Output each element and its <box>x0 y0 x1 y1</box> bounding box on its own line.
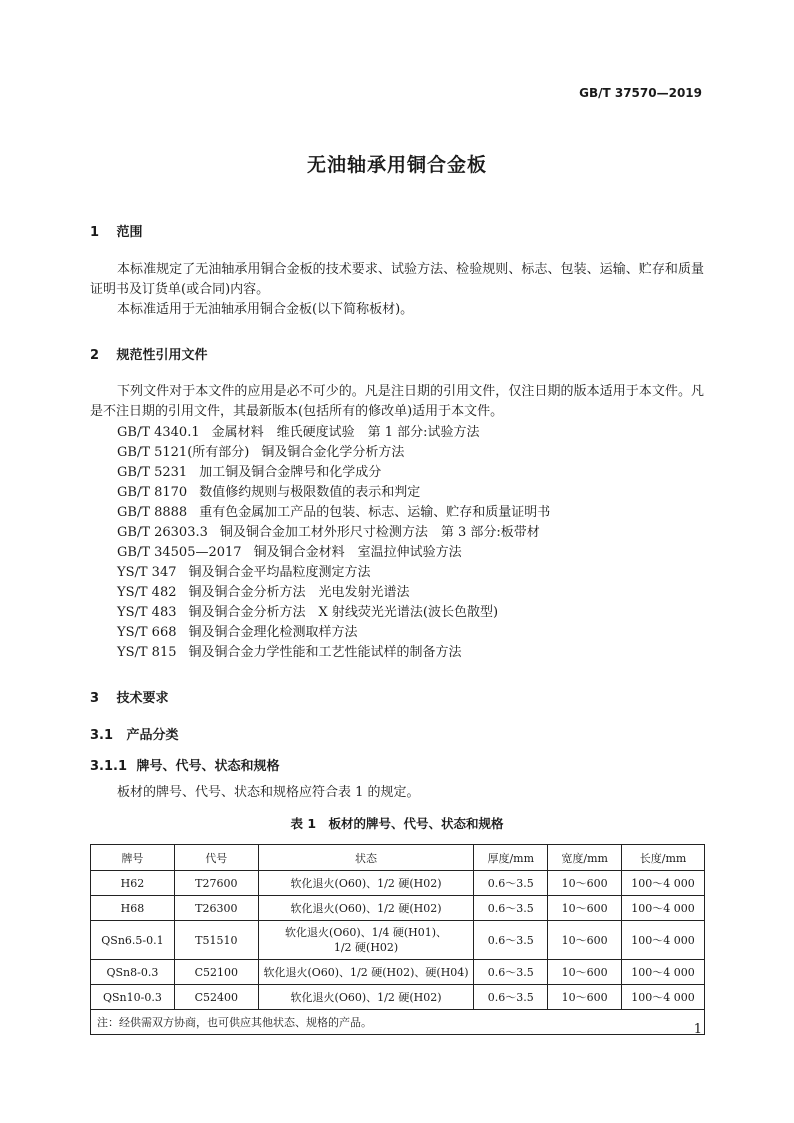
cell-width: 10～600 <box>548 921 622 960</box>
reference-title: 加工铜及铜合金牌号和化学成分 <box>199 465 382 480</box>
scope-text-2: 本标准适用于无油轴承用铜合金板(以下简称板材)。 <box>117 302 414 317</box>
scope-text-1: 本标准规定了无油轴承用铜合金板的技术要求、试验方法、检验规则、标志、包装、运输、贮存和质量证明书及订货单(或合同)内容。 <box>90 262 704 297</box>
cell-temper: 软化退火(O60)、1/4 硬(H01)、1/2 硬(H02) <box>258 921 474 960</box>
cell-code: T51510 <box>174 921 258 960</box>
reference-item <box>117 503 550 523</box>
reference-title: 铜及铜合金分析方法 光电发射光谱法 <box>188 585 410 600</box>
section-3-1-1-text <box>90 783 704 803</box>
cell-length: 100～4 000 <box>622 960 705 985</box>
scope-paragraph-2 <box>90 300 704 320</box>
table-row <box>91 871 705 896</box>
cell-temper: 软化退火(O60)、1/2 硬(H02)、硬(H04) <box>258 960 474 985</box>
page-number: 1 <box>693 1022 702 1037</box>
cell-thickness: 0.6～3.5 <box>474 921 548 960</box>
table-row <box>91 896 705 921</box>
header-width: 宽度/mm <box>548 845 622 871</box>
reference-title: 铜及铜合金化学分析方法 <box>261 445 405 460</box>
reference-title: 铜及铜合金平均晶粒度测定方法 <box>188 565 371 580</box>
reference-item <box>117 443 404 463</box>
cell-temper: 软化退火(O60)、1/2 硬(H02) <box>258 871 474 896</box>
section-2-heading <box>90 344 208 363</box>
section-title: 规范性引用文件 <box>116 348 208 363</box>
reference-item <box>117 483 420 503</box>
references-intro-text: 下列文件对于本文件的应用是必不可少的。凡是注日期的引用文件，仅注日期的版本适用于本文件。凡是不注日期的引用文件，其最新版本(包括所有的修改单)适用于本文件。 <box>90 384 704 419</box>
cell-temper: 软化退火(O60)、1/2 硬(H02) <box>258 896 474 921</box>
header-length: 长度/mm <box>622 845 705 871</box>
reference-item <box>117 543 462 563</box>
reference-title: 铜及铜合金分析方法 X 射线荧光光谱法(波长色散型) <box>188 605 499 620</box>
reference-title: 铜及铜合金材料 室温拉伸试验方法 <box>253 545 462 560</box>
reference-code: GB/T 4340.1 <box>117 425 200 440</box>
cell-width: 10～600 <box>548 960 622 985</box>
reference-code: YS/T 668 <box>117 625 177 640</box>
cell-length: 100～4 000 <box>622 985 705 1010</box>
cell-grade: QSn6.5-0.1 <box>91 921 175 960</box>
section-3-1-heading <box>90 724 179 743</box>
section-1-heading <box>90 221 143 240</box>
reference-item <box>117 463 381 483</box>
section-title: 牌号、代号、状态和规格 <box>136 759 280 774</box>
document-title: 无油轴承用铜合金板 <box>306 154 487 176</box>
section-title: 范围 <box>116 225 143 240</box>
cell-thickness: 0.6～3.5 <box>474 985 548 1010</box>
table-note: 注：经供需双方协商，也可供应其他状态、规格的产品。 <box>91 1010 705 1035</box>
section-number: 3.1 <box>90 728 114 743</box>
cell-thickness: 0.6～3.5 <box>474 896 548 921</box>
cell-grade: H62 <box>91 871 175 896</box>
reference-code: YS/T 482 <box>117 585 177 600</box>
reference-title: 重有色金属加工产品的包装、标志、运输、贮存和质量证明书 <box>199 505 551 520</box>
reference-title: 铜及铜合金理化检测取样方法 <box>188 625 358 640</box>
reference-title: 数值修约规则与极限数值的表示和判定 <box>199 485 421 500</box>
table-row <box>91 921 705 960</box>
cell-length: 100～4 000 <box>622 921 705 960</box>
header-code: 代号 <box>174 845 258 871</box>
spec-table <box>90 844 705 1035</box>
reference-title: 铜及铜合金加工材外形尺寸检测方法 第 3 部分:板带材 <box>219 525 540 540</box>
cell-grade: QSn8-0.3 <box>91 960 175 985</box>
cell-code: C52400 <box>174 985 258 1010</box>
cell-code: T26300 <box>174 896 258 921</box>
cell-temper: 软化退火(O60)、1/2 硬(H02) <box>258 985 474 1010</box>
reference-code: YS/T 347 <box>117 565 177 580</box>
cell-thickness: 0.6～3.5 <box>474 960 548 985</box>
reference-item <box>117 603 498 623</box>
section-title: 产品分类 <box>126 728 179 743</box>
scope-paragraph-1 <box>90 260 704 300</box>
section-number: 2 <box>90 348 100 363</box>
reference-title: 铜及铜合金力学性能和工艺性能试样的制备方法 <box>188 645 462 660</box>
cell-length: 100～4 000 <box>622 896 705 921</box>
references-intro <box>90 382 704 422</box>
table-header-row <box>91 845 705 871</box>
reference-title: 金属材料 维氏硬度试验 第 1 部分:试验方法 <box>211 425 480 440</box>
table-row <box>91 960 705 985</box>
cell-grade: QSn10-0.3 <box>91 985 175 1010</box>
standard-number: GB/T 37570—2019 <box>579 86 702 100</box>
reference-code: GB/T 34505—2017 <box>117 545 242 560</box>
table-note-row <box>91 1010 705 1035</box>
table-caption: 表 1 板材的牌号、代号、状态和规格 <box>290 816 504 831</box>
cell-width: 10～600 <box>548 871 622 896</box>
header-thickness: 厚度/mm <box>474 845 548 871</box>
cell-thickness: 0.6～3.5 <box>474 871 548 896</box>
cell-code: T27600 <box>174 871 258 896</box>
clause-text: 板材的牌号、代号、状态和规格应符合表 1 的规定。 <box>117 785 420 800</box>
section-number: 3 <box>90 691 100 706</box>
reference-code: GB/T 5231 <box>117 465 188 480</box>
reference-code: GB/T 8888 <box>117 505 188 520</box>
cell-width: 10～600 <box>548 896 622 921</box>
cell-length: 100～4 000 <box>622 871 705 896</box>
cell-grade: H68 <box>91 896 175 921</box>
reference-item <box>117 623 358 643</box>
header-grade: 牌号 <box>91 845 175 871</box>
section-title: 技术要求 <box>116 691 169 706</box>
reference-item <box>117 423 480 443</box>
table-row <box>91 985 705 1010</box>
cell-width: 10～600 <box>548 985 622 1010</box>
reference-code: GB/T 26303.3 <box>117 525 208 540</box>
reference-item <box>117 523 540 543</box>
reference-item <box>117 583 410 603</box>
section-number: 3.1.1 <box>90 759 128 774</box>
reference-code: GB/T 5121(所有部分) <box>117 445 250 460</box>
header-temper: 状态 <box>258 845 474 871</box>
reference-item <box>117 643 462 663</box>
reference-code: YS/T 483 <box>117 605 177 620</box>
section-3-heading <box>90 687 169 706</box>
section-number: 1 <box>90 225 100 240</box>
reference-code: GB/T 8170 <box>117 485 188 500</box>
reference-code: YS/T 815 <box>117 645 177 660</box>
cell-code: C52100 <box>174 960 258 985</box>
section-3-1-1-heading <box>90 755 280 774</box>
reference-item <box>117 563 371 583</box>
